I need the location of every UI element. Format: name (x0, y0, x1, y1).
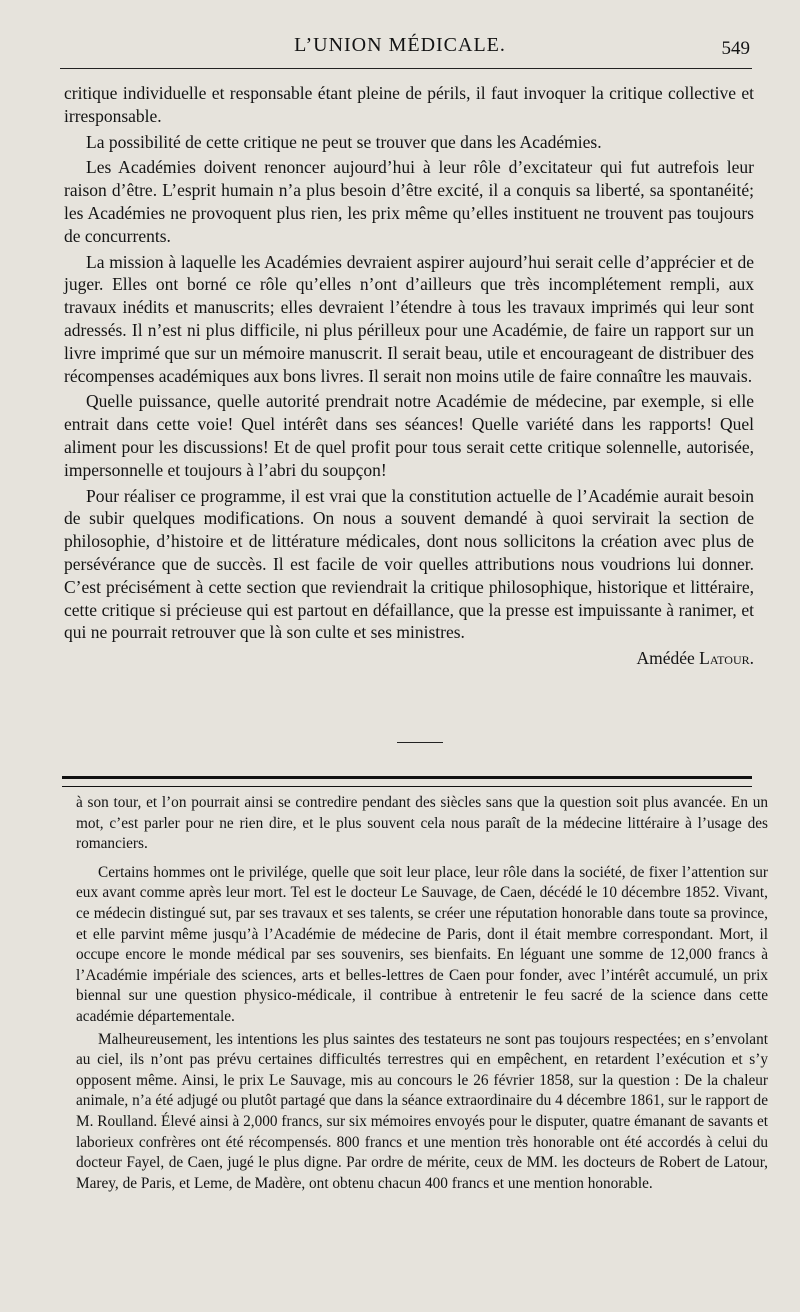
article-paragraph: La mission à laquelle les Académies devraient aspirer aujourd’hui serait celle d’apprécier et de juger. Elles ont borné ce rôle qu’elles n’ont d’ailleurs que très incomplétement rempli, aux travaux inédits et manuscrits; elles devraient l’étendre à tous les travaux imprimés qui leur sont adressés. Il n’est ni plus difficile, ni plus périlleux pour une Académie, de faire un rapport sur un livre imprimé que sur un mémoire manuscrit. Il serait beau, utile et encourageant de distribuer des récompenses académiques aux bons livres. Il serait non moins utile de faire connaître les mauvais. (64, 251, 754, 386)
author-signature (64, 647, 754, 670)
article-paragraph: La possibilité de cette critique ne peut se trouver que dans les Académies. (86, 131, 602, 152)
feuilleton-paragraph: Malheureusement, les intentions les plus saintes des testateurs ne sont pas toujours respectées; en s’envolant au ciel, ils n’ont pas prévu certaines difficultés terrestres qui en empêchent, en retardent l’exécution et s’y opposent même. Ainsi, le prix Le Sauvage, mis au concours le 26 février 1858, sur la question : De la chaleur animale, n’a été adjugé ou plutôt partagé que dans la séance extraordinaire du 4 décembre 1861, sur le rapport de M. Roulland. Élevé ainsi à 2,000 francs, sur six mémoires envoyés pour le disputer, quatre émanant de savants et laborieux confrères ont été récompensés. 800 francs et une mention très honorable ont été accordés à celui du docteur Fayel, de Caen, jugé le plus digne. Par ordre de mérite, ceux de MM. les docteurs de Robert de Latour, Marey, de Paris, et Leme, de Madère, ont obtenu chacun 400 francs et une mention honorable. (76, 1030, 768, 1192)
feuilleton-column (76, 793, 768, 1202)
feuilleton-paragraph: à son tour, et l’on pourrait ainsi se contredire pendant des siècles sans que la question soit plus avancée. En un mot, c’est parler pour ne rien dire, et le plus souvent cela nous paraît de la médecine littéraire à l’usage des romanciers. (76, 794, 768, 853)
main-article (64, 82, 754, 670)
feuilleton-rule (62, 776, 752, 787)
article-paragraph: critique individuelle et responsable étant pleine de périls, il faut invoquer la critique collective et irresponsable. (64, 83, 754, 126)
header-rule (60, 68, 752, 69)
feuilleton-paragraph: Certains hommes ont le privilége, quelle que soit leur place, leur rôle dans la société, de fixer l’attention sur eux avant comme après leur mort. Tel est le docteur Le Sauvage, de Caen, décédé le 10 décembre 1852. Vivant, ce médecin distingué sut, par ses travaux et ses talents, se créer une réputation honorable dans toute sa province, et elle parvint même jusqu’à l’Académie de médecine de Paris, dont il était membre correspondant. Mort, il occupe encore le monde médical par ses souvenirs, ses bienfaits. En léguant une somme de 12,000 francs à l’Académie impériale des sciences, arts et belles-lettres de Caen pour fonder, avec l’intérêt accumulé, un prix biennal sur une question physico-médicale, il contribue à entretenir le feu sacré de la science dans cette académie départementale. (76, 863, 768, 1025)
article-paragraph: Les Académies doivent renoncer aujourd’hui à leur rôle d’excitateur qui fut autrefois leur raison d’être. L’esprit humain n’a plus besoin d’être excité, il a conquis sa liberté, sa spontanéité; les Académies ne provoquent plus rien, les prix même qu’elles instituent ne trouvent pas toujours de concurrents. (64, 157, 754, 246)
running-title: L’UNION MÉDICALE. (294, 34, 506, 56)
section-divider (397, 742, 443, 743)
article-paragraph: Quelle puissance, quelle autorité prendrait notre Académie de médecine, par exemple, si elle entrait dans cette voie! Quel intérêt dans ses séances! Quelle variété dans les rapports! Quel aliment pour les discussions! Et de quel profit pour tous serait cette critique solennelle, autorisée, impersonnelle et toujours à l’abri du soupçon! (64, 391, 754, 480)
author-surname: Latour. (699, 648, 754, 669)
article-paragraph: Pour réaliser ce programme, il est vrai que la constitution actuelle de l’Académie aurait besoin de subir quelques modifications. On nous a souvent demandé à quoi servirait la section de philosophie, d’histoire et de littérature médicales, dont nous sollicitons la création avec plus de persévérance que de succès. Il est facile de voir quelles attributions nous voudrions lui donner. C’est précisément à cette section que reviendrait la critique philosophique, historique et littéraire, cette critique si précieuse qui est partout en défaillance, que la presse est impuissante à ranimer, et qui ne pourrait retrouver que là son culte et ses ministres. (64, 485, 754, 643)
author-first-name: Amédée (636, 648, 695, 669)
page-header (0, 30, 800, 70)
page-number: 549 (721, 38, 750, 59)
